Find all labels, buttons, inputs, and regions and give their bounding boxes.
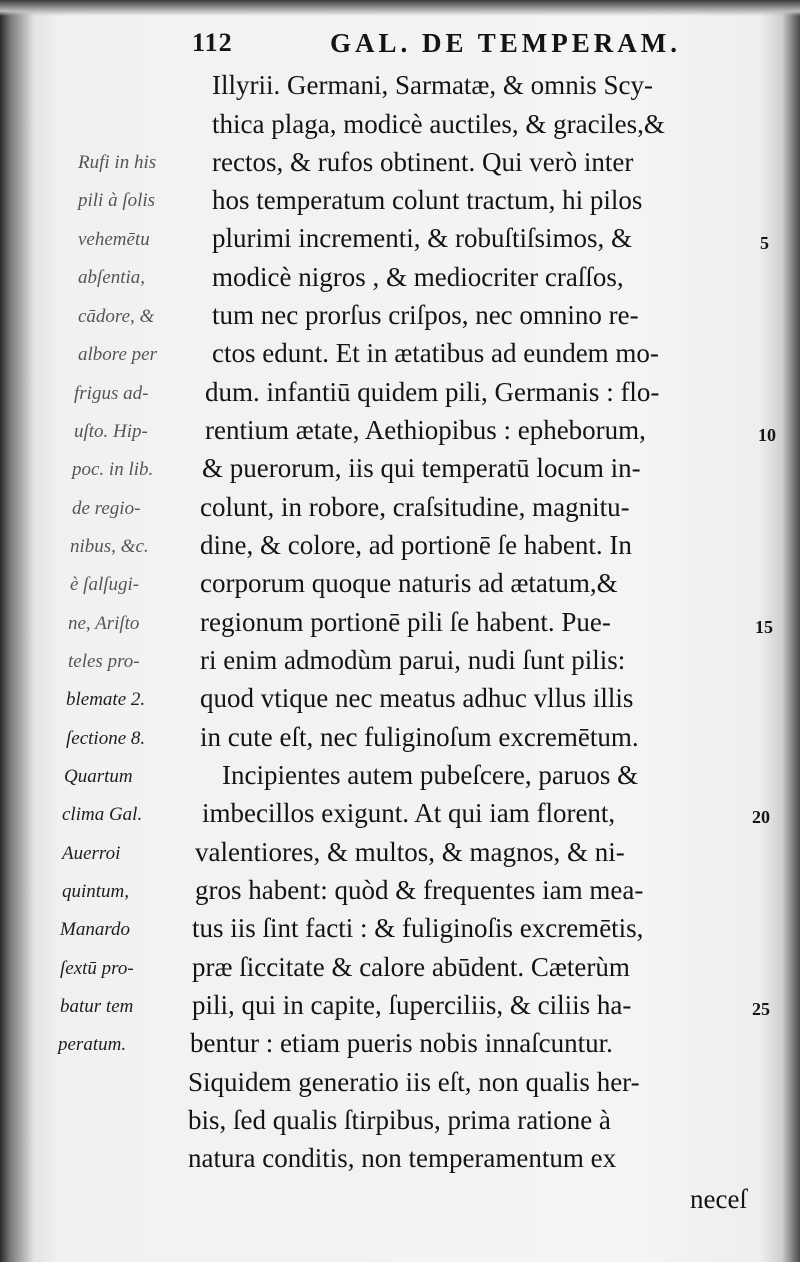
body-line: gros habent: quòd & frequentes iam mea- [195,875,644,905]
body-line: tus iis ſint facti : & fuliginoſis excremētis, [192,913,644,943]
body-line: Siquidem generatio iis eſt, non qualis her- [188,1067,640,1097]
catchword: neceſ [690,1184,747,1214]
body-line: pili, qui in capite, ſuperciliis, & ciliis ha- [192,990,632,1020]
margin-note: pili à ſolis [78,190,156,211]
body-line: tum nec prorſus criſpos, nec omnino re- [212,300,639,330]
running-title: GAL. DE TEMPERAM. [330,28,682,58]
margin-note: Auerroi [62,843,121,864]
margin-note: quintum, [62,881,130,902]
body-line: hos temperatum colunt tractum, hi pilos [212,185,643,215]
body-line: corporum quoque naturis ad ætatum,& [200,568,618,598]
margin-note: uſto. Hip- [74,421,148,442]
margin-note: frigus ad- [74,383,149,404]
body-line: in cute eſt, nec fuliginoſum excremētum. [200,722,639,752]
margin-note: de regio- [72,498,141,519]
body-line: Illyrii. Germani, Sarmatæ, & omnis Scy- [212,70,653,100]
line-number: 15 [755,617,773,637]
line-number: 5 [760,233,769,253]
body-line: ctos edunt. Et in ætatibus ad eundem mo- [212,338,659,368]
margin-note: peratum. [58,1034,127,1055]
body-line: natura conditis, non temperamentum ex [188,1143,617,1173]
margin-note: ſectione 8. [66,728,146,749]
body-line: præ ſiccitate & calore abūdent. Cæterùm [192,952,630,982]
line-number: 25 [752,999,770,1019]
body-line: bis, ſed qualis ſtirpibus, prima ratione à [188,1105,611,1135]
line-number: 10 [758,425,776,445]
body-line: quod vtique nec meatus adhuc vllus illis [200,683,634,713]
body-line: modicè nigros , & mediocriter craſſos, [212,262,624,292]
margin-note: ſextū pro- [60,958,134,979]
margin-note: cādore, & [78,306,155,327]
margin-note: ne, Ariſto [68,613,140,634]
margin-note: Rufi in his [78,152,157,173]
body-line: bentur : etiam pueris nobis innaſcuntur. [190,1028,613,1058]
margin-note: è ſalſugi- [70,574,140,595]
body-line: imbecillos exigunt. At qui iam florent, [202,798,616,828]
margin-note: clima Gal. [62,804,143,825]
margin-note: nibus, &c. [70,536,149,557]
body-line: & puerorum, iis qui temperatū locum in- [202,453,641,483]
body-line: plurimi incrementi, & robuſtiſsimos, & [212,223,632,253]
margin-note: albore per [78,344,157,365]
margin-note: teles pro- [68,651,140,672]
body-line: Incipientes autem pubeſcere, paruos & [222,760,639,790]
body-line: dum. infantiū quidem pili, Germanis : flo- [205,377,660,407]
body-line: rectos, & rufos obtinent. Qui verò inter [212,147,634,177]
body-line: thica plaga, modicè auctiles, & graciles,& [212,109,665,139]
margin-note: Quartum [64,766,133,787]
margin-note: poc. in lib. [72,459,154,480]
margin-note: Manardo [60,919,131,940]
margin-note: batur tem [60,996,134,1017]
margin-note: blemate 2. [66,689,146,710]
body-line: rentium ætate, Aethiopibus : epheborum, [205,415,646,445]
body-line: dine, & colore, ad portionē ſe habent. In [200,530,632,560]
body-line: ri enim admodùm parui, nudi ſunt pilis: [200,645,626,675]
body-line: regionum portionē pili ſe habent. Pue- [200,607,611,637]
margin-note: abſentia, [78,267,146,288]
body-line: valentiores, & multos, & magnos, & ni- [195,837,625,867]
page-number: 112 [192,28,233,57]
margin-note: vehemētu [78,229,150,250]
line-number: 20 [752,807,770,827]
body-line: colunt, in robore, craſsitudine, magnitu- [200,492,630,522]
